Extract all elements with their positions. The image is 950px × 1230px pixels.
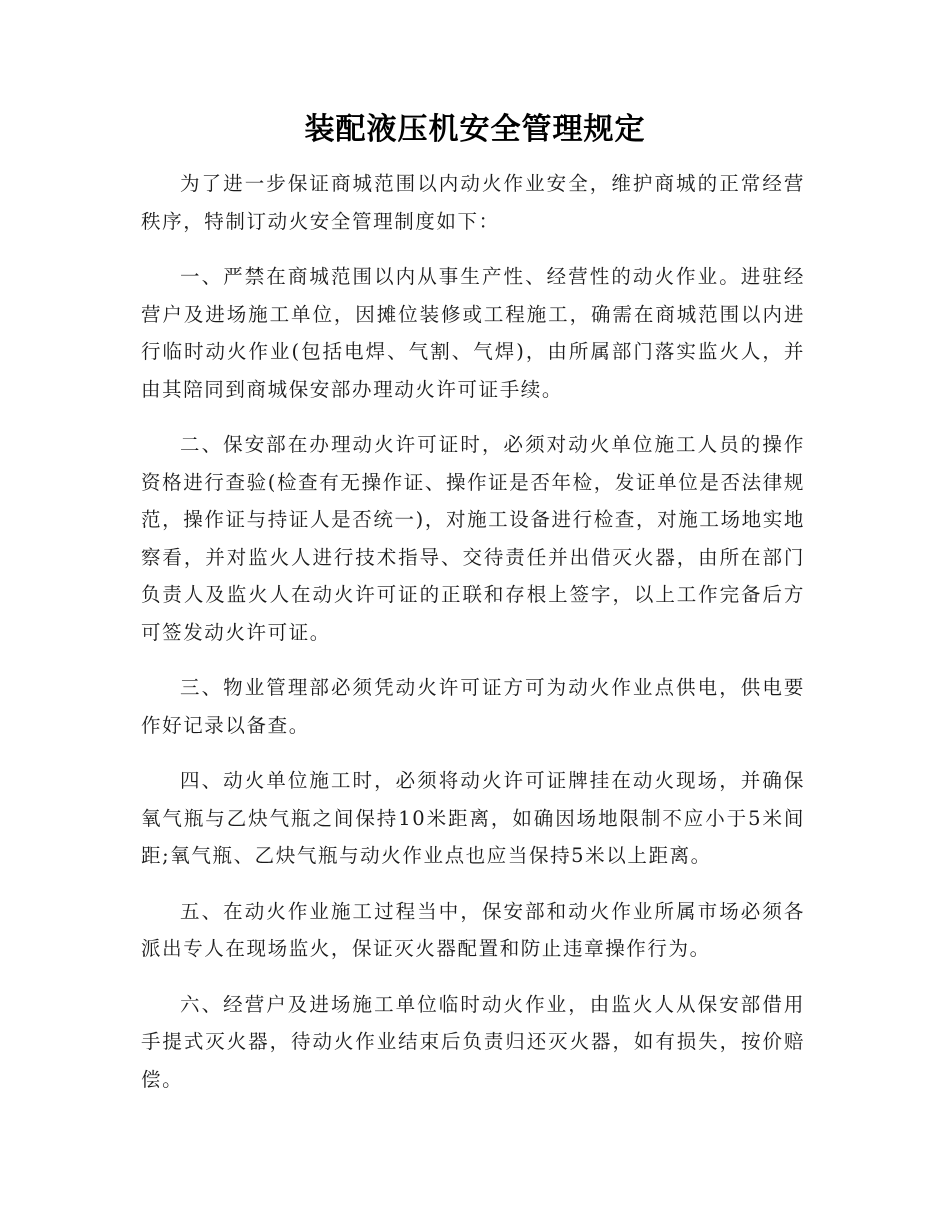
rule-5-paragraph: 五、在动火作业施工过程当中，保安部和动火作业所属市场必须各派出专人在现场监火，保证灭火器配置和防止违章操作行为。 [141, 899, 805, 960]
rule-6-paragraph: 六、经营户及进场施工单位临时动火作业，由监火人从保安部借用手提式灭火器，待动火作业结束后负责归还灭火器，如有损失，按价赔偿。 [141, 992, 805, 1091]
rule-4-paragraph: 四、动火单位施工时，必须将动火许可证牌挂在动火现场，并确保氧气瓶与乙炔气瓶之间保持10米距离，如确因场地限制不应小于5米间距;氧气瓶、乙炔气瓶与动火作业点也应当保持5米以上距离。 [141, 769, 805, 867]
intro-paragraph: 为了进一步保证商城范围以内动火作业安全，维护商城的正常经营秩序，特制订动火安全管理制度如下： [141, 172, 805, 233]
rule-3-paragraph: 三、物业管理部必须凭动火许可证方可为动火作业点供电，供电要作好记录以备查。 [141, 676, 805, 737]
rule-2-paragraph: 二、保安部在办理动火许可证时，必须对动火单位施工人员的操作资格进行查验(检查有无操作证、操作证是否年检，发证单位是否法律规范，操作证与持证人是否统一)，对施工设备进行检查，对施工场地实地察看，并对监火人进行技术指导、交待责任并出借灭火器，由所在部门负责人及监火人在动火许可证的正联和存根上签字，以上工作完备后方可签发动火许可证。 [141, 433, 805, 644]
rule-1-paragraph: 一、严禁在商城范围以内从事生产性、经营性的动火作业。进驻经营户及进场施工单位，因摊位装修或工程施工，确需在商城范围以内进行临时动火作业(包括电焊、气割、气焊)，由所属部门落实监火人，并由其陪同到商城保安部办理动火许可证手续。 [141, 265, 805, 401]
document-body [141, 165, 805, 1116]
document-title: 装配液压机安全管理规定 [304, 112, 646, 147]
